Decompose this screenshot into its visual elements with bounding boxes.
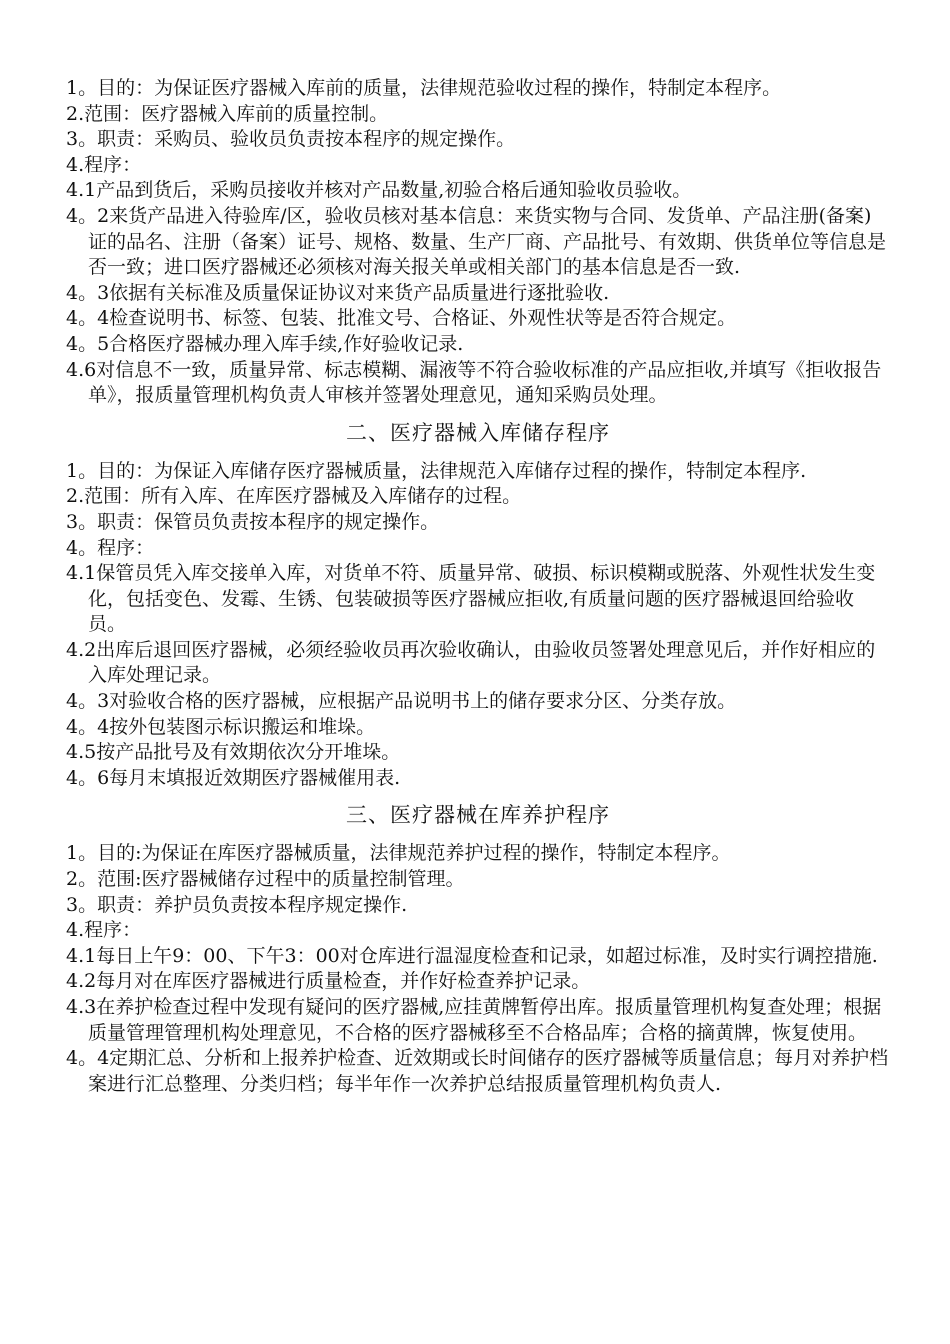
section-storage [66,459,890,792]
acceptance-item-4-3: 4。3依据有关标准及质量保证协议对来货产品质量进行逐批验收. [66,281,610,304]
maintenance-item-duty: 3。职责：养护员负责按本程序规定操作. [66,893,408,916]
storage-item-duty: 3。职责：保管员负责按本程序的规定操作。 [66,510,440,533]
storage-item-4-3: 4。3对验收合格的医疗器械，应根据产品说明书上的储存要求分区、分类存放。 [66,690,737,713]
section-maintenance [66,841,890,1097]
section-acceptance [66,76,890,409]
acceptance-item-4-1: 4.1产品到货后，采购员接收并核对产品数量,初验合格后通知验收员验收。 [66,179,692,202]
storage-item-4-4: 4。4按外包装图示标识搬运和堆垛。 [66,715,376,738]
storage-item-4-2: 4.2出库后退回医疗器械，必须经验收员再次验收确认，由验收员签署处理意见后，并作好相应的入库处理记录。 [66,638,876,687]
storage-item-purpose: 1。目的：为保证入库储存医疗器械质量，法律规范入库储存过程的操作，特制定本程序. [66,459,807,482]
acceptance-item-4-6: 4.6对信息不一致，质量异常、标志模糊、漏液等不符合验收标准的产品应拒收,并填写《拒收报告单》，报质量管理机构负责人审核并签署处理意见，通知采购员处理。 [66,358,882,407]
maintenance-item-4-2: 4.2每月对在库医疗器械进行质量检查，并作好检查养护记录。 [66,970,591,993]
maintenance-item-procedure: 4.程序： [66,919,142,942]
maintenance-item-4-3: 4.3在养护检查过程中发现有疑问的医疗器械,应挂黄牌暂停出库。报质量管理机构复查处理；根据质量管理管理机构处理意见，不合格的医疗器械移至不合格品库；合格的摘黄牌，恢复使用。 [66,996,882,1044]
storage-item-scope: 2.范围：所有入库、在库医疗器械及入库储存的过程。 [66,485,522,508]
storage-item-4-1: 4.1保管员凭入库交接单入库，对货单不符、质量异常、破损、标识模糊或脱落、外观性状发生变化，包括变色、发霉、生锈、包装破损等医疗器械应拒收,有质量问题的医疗器械退回给验收员。 [66,562,876,636]
acceptance-item-4-5: 4。5合格医疗器械办理入库手续,作好验收记录. [66,332,464,355]
acceptance-item-4-2: 4。2来货产品进入待验库/区，验收员核对基本信息：来货实物与合同、发货单、产品注册(备案)证的品名、注册（备案）证号、规格、数量、生产厂商、产品批号、有效期、供货单位等信息是否一致；进口医疗器械还必须核对海关报关单或相关部门的基本信息是否一致. [66,204,887,279]
acceptance-item-scope: 2.范围：医疗器械入库前的质量控制。 [66,102,389,125]
storage-item-procedure: 4。程序： [66,536,155,559]
acceptance-item-purpose: 1。目的：为保证医疗器械入库前的质量，法律规范验收过程的操作，特制定本程序。 [66,77,782,99]
storage-section-heading: 二、医疗器械入库储存程序 [346,420,610,445]
maintenance-item-scope: 2。范围:医疗器械储存过程中的质量控制管理。 [66,868,465,891]
storage-item-4-5: 4.5按产品批号及有效期依次分开堆垛。 [66,741,401,764]
storage-item-4-6: 4。6每月末填报近效期医疗器械催用表. [66,766,401,789]
maintenance-item-4-1: 4.1每日上午9：00、下午3：00对仓库进行温湿度检查和记录，如超过标准，及时实行调控措施. [66,944,878,967]
acceptance-item-procedure: 4.程序： [66,153,142,176]
maintenance-item-4-4: 4。4定期汇总、分析和上报养护检查、近效期或长时间储存的医疗器械等质量信息；每月对养护档案进行汇总整理、分类归档；每半年作一次养护总结报质量管理机构负责人. [66,1047,889,1095]
maintenance-item-purpose: 1。目的:为保证在库医疗器械质量，法律规范养护过程的操作，特制定本程序。 [66,842,731,865]
acceptance-item-4-4: 4。4检查说明书、标签、包装、批准文号、合格证、外观性状等是否符合规定。 [66,307,737,330]
maintenance-section-heading: 三、医疗器械在库养护程序 [346,803,610,828]
acceptance-item-duty: 3。职责：采购员、验收员负责按本程序的规定操作。 [66,128,516,151]
